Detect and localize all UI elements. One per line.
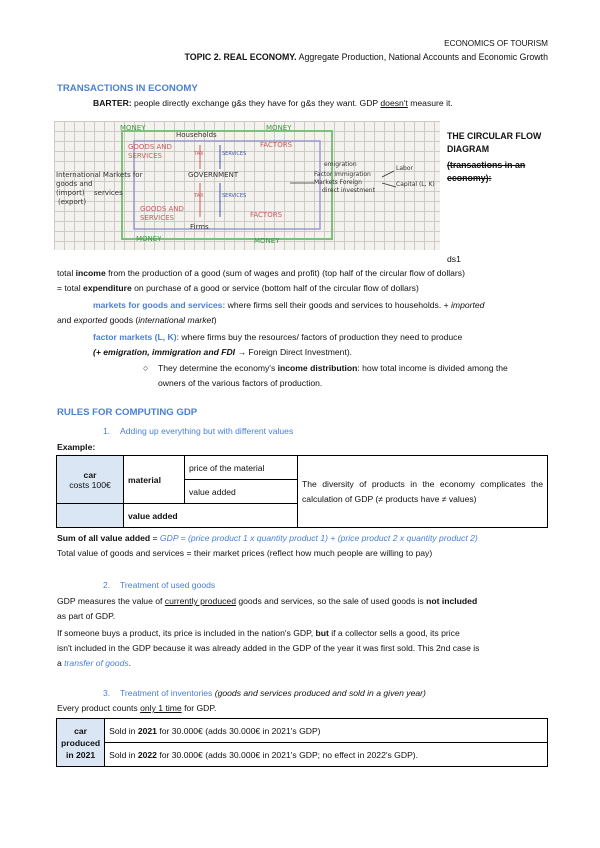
- diagram-export: (export): [58, 198, 87, 206]
- rule3-text: Treatment of inventories: [120, 688, 215, 698]
- rule3-number: 3.: [103, 688, 111, 698]
- table-car-cell: [57, 456, 124, 504]
- barter-underlined: doesn't: [380, 98, 408, 108]
- row2-c: for 30.000€ (adds 30.000€ in 2021's GDP; no effect in 2022's GDP).: [156, 749, 419, 760]
- ds1-label: ds1: [447, 254, 461, 264]
- distribution-line: [158, 363, 508, 374]
- table-value-added-inner: value added: [185, 480, 298, 504]
- markets-gs-goods: goods (: [107, 315, 139, 325]
- diagram-money-tl: MONEY: [120, 124, 146, 132]
- distribution-c: : how total income is divided among the: [357, 363, 508, 373]
- circular-flow-title: THE CIRCULAR FLOW DIAGRAM: [447, 131, 542, 154]
- counts-b: only 1 time: [140, 703, 182, 713]
- inventory-car-cell: [57, 719, 105, 767]
- row1-a: Sold in: [109, 725, 138, 736]
- diagram-services-2: SERVICES: [222, 193, 247, 199]
- markets-gs-imported: imported: [451, 300, 485, 310]
- collector-line1: [57, 628, 460, 639]
- factor-markets-line: [93, 332, 462, 343]
- diagram-emigration: emigration: [324, 161, 357, 168]
- section-gdp-rules-heading: RULES FOR COMPUTING GDP: [57, 407, 198, 418]
- rule3-paren: (goods and services produced and sold in a given year): [214, 688, 426, 698]
- used-d: not included: [426, 596, 478, 606]
- inv-car-2: produced: [61, 737, 101, 748]
- diagram-factor-3: direct investment: [322, 187, 375, 194]
- row1-b: 2021: [137, 725, 157, 736]
- barter-end: measure it.: [407, 98, 453, 108]
- table-diversity-note: The diversity of products in the economy complicates the calculation of GDP (≠ products have ≠ values): [298, 456, 548, 528]
- diagram-factor-2: Markets Foreign: [314, 179, 362, 186]
- example-label: Example:: [57, 442, 96, 452]
- rule2-heading: Treatment of used goods: [120, 580, 216, 590]
- rule1-heading: Adding up everything but with different values: [120, 426, 294, 436]
- expenditure-line: [57, 283, 419, 294]
- diagram-factors-bottom: FACTORS: [250, 211, 283, 219]
- diagram-households: Households: [176, 131, 217, 139]
- expend-c: on purchase of a good or service (bottom half of the circular flow of dollars): [131, 283, 419, 293]
- topic-title: [185, 52, 548, 63]
- markets-gs-close: ): [213, 315, 217, 325]
- circular-flow-struck: (transactions in an economy):: [447, 160, 526, 183]
- factor-markets-label: factor markets (L, K): [93, 332, 177, 342]
- table-price-material: price of the material: [185, 456, 298, 480]
- used-c: goods and services, so the sale of used goods is: [235, 596, 427, 606]
- counts-a: Every product counts: [57, 703, 141, 713]
- income-c: from the production of a good (sum of wages and profit) (top half of the circular flow of dollars): [105, 268, 465, 278]
- expend-a: = total: [57, 283, 84, 293]
- diagram-tax-1: TAX: [194, 151, 204, 157]
- topic-bold: TOPIC 2. REAL ECONOMY.: [184, 52, 297, 62]
- markets-gs-label: markets for goods and services:: [93, 300, 226, 310]
- markets-gs-and: and: [57, 315, 74, 325]
- distribution-a: They determine the economy's: [158, 363, 278, 373]
- diagram-firms: Firms: [190, 223, 209, 231]
- table-car: car: [83, 469, 97, 480]
- diagram-capital: Capital (L, K): [396, 181, 435, 188]
- collector-line2: isn't included in the GDP because it was already added in the GDP of the year it was first sold. This 2nd case is: [57, 643, 480, 653]
- counts-line: [57, 703, 216, 714]
- rule2-number: 2.: [103, 580, 111, 590]
- markets-gs-exported: exported: [73, 315, 108, 325]
- diagram-tax-2: TAX: [194, 193, 204, 199]
- collector-1b: but: [315, 628, 329, 638]
- diagram-arrows: [54, 121, 440, 250]
- collector-3b: transfer of goods: [64, 658, 129, 668]
- bullet-icon: ○: [143, 363, 149, 373]
- inv-car-1: car: [74, 725, 88, 736]
- diagram-money-bl: MONEY: [136, 235, 162, 243]
- used-b: currently produced: [164, 596, 236, 606]
- diagram-money-br: MONEY: [254, 237, 280, 245]
- table-material: material: [124, 456, 185, 504]
- row1-c: for 30.000€ (adds 30.000€ in 2021's GDP): [156, 725, 321, 736]
- diagram-money-tr: MONEY: [266, 124, 292, 132]
- table-shade-bottom: [57, 504, 124, 528]
- inventory-row-2022: [105, 743, 548, 767]
- markets-gs-text: where firms sell their goods and services to households. +: [225, 300, 451, 310]
- inventory-row-2021: [105, 719, 548, 743]
- collector-1c: if a collector sells a good, its price: [328, 628, 460, 638]
- diagram-factor-1: Factor Immigration: [314, 171, 371, 178]
- diagram-international-3: services: [94, 189, 123, 197]
- markets-gs-line: [93, 300, 484, 311]
- row2-a: Sold in: [109, 749, 138, 760]
- expend-b: expenditure: [83, 283, 132, 293]
- collector-1a: If someone buys a product, its price is included in the nation's GDP,: [57, 628, 316, 638]
- circular-flow-diagram: [54, 121, 440, 250]
- factor-markets-arrow: → Foreign Direct Investment).: [235, 347, 353, 357]
- value-added-table: [56, 455, 548, 528]
- row2-b: 2022: [137, 749, 157, 760]
- diagram-factors-top: FACTORS: [260, 141, 293, 149]
- income-b: income: [75, 268, 106, 278]
- collector-3a: a: [57, 658, 65, 668]
- factor-markets-paren: (+ emigration, immigration and FDI: [93, 347, 236, 357]
- income-a: total: [57, 268, 76, 278]
- markets-gs-intl: international market: [138, 315, 214, 325]
- barter-text: people directly exchange g&s they have for g&s they want. GDP: [131, 98, 381, 108]
- used-goods-line: [57, 596, 477, 607]
- factor-markets-text: : where firms buy the resources/ factors of production they need to produce: [176, 332, 463, 342]
- diagram-goods-services-top: GOODS AND SERVICES: [128, 143, 172, 160]
- barter-label: BARTER:: [93, 98, 132, 108]
- total-value-line: Total value of goods and services = their market prices (reflect how much people are willing to pay): [57, 548, 433, 558]
- factor-markets-line2: [93, 347, 352, 358]
- labor-arrow: [382, 171, 394, 177]
- capital-arrow: [382, 183, 396, 187]
- diagram-labor: Labor: [396, 165, 413, 172]
- markets-gs-line2: [57, 315, 217, 326]
- diagram-import: (import): [56, 189, 85, 197]
- used-a: GDP measures the value of: [57, 596, 165, 606]
- diagram-government: GOVERNMENT: [188, 171, 239, 179]
- rule3-heading: [120, 688, 426, 699]
- distribution-b: income distribution: [277, 363, 358, 373]
- section-transactions-heading: TRANSACTIONS IN ECONOMY: [57, 83, 198, 94]
- topic-rest: Aggregate Production, National Accounts and Economic Growth: [296, 52, 548, 62]
- diagram-international-1: International Markets for: [56, 171, 143, 179]
- inventory-table: [56, 718, 548, 767]
- rule1-number: 1.: [103, 426, 111, 436]
- diagram-services-1: SERVICES: [222, 151, 247, 157]
- sum-value-added-line: [57, 533, 478, 544]
- distribution-line2: owners of the various factors of production.: [158, 378, 323, 388]
- sum-formula: GDP = (price product 1 x quantity product 1) + (price product 2 x quantity product 2): [159, 533, 478, 543]
- collector-line3: [57, 658, 131, 669]
- sum-label: Sum of all value added: [57, 533, 151, 543]
- table-value-added-outer: value added: [124, 504, 298, 528]
- collector-3c: .: [128, 658, 132, 668]
- table-costs: costs 100€: [69, 479, 111, 490]
- income-line: [57, 268, 465, 279]
- inv-car-3: in 2021: [66, 749, 96, 760]
- course-title: ECONOMICS OF TOURISM: [444, 39, 548, 48]
- diagram-international-2: goods and: [56, 180, 93, 188]
- counts-c: for GDP.: [181, 703, 217, 713]
- barter-paragraph: [93, 98, 453, 109]
- used-goods-line2: as part of GDP.: [57, 611, 116, 621]
- diagram-goods-services-bottom: GOODS AND SERVICES: [140, 205, 184, 222]
- sum-eq: =: [150, 533, 160, 543]
